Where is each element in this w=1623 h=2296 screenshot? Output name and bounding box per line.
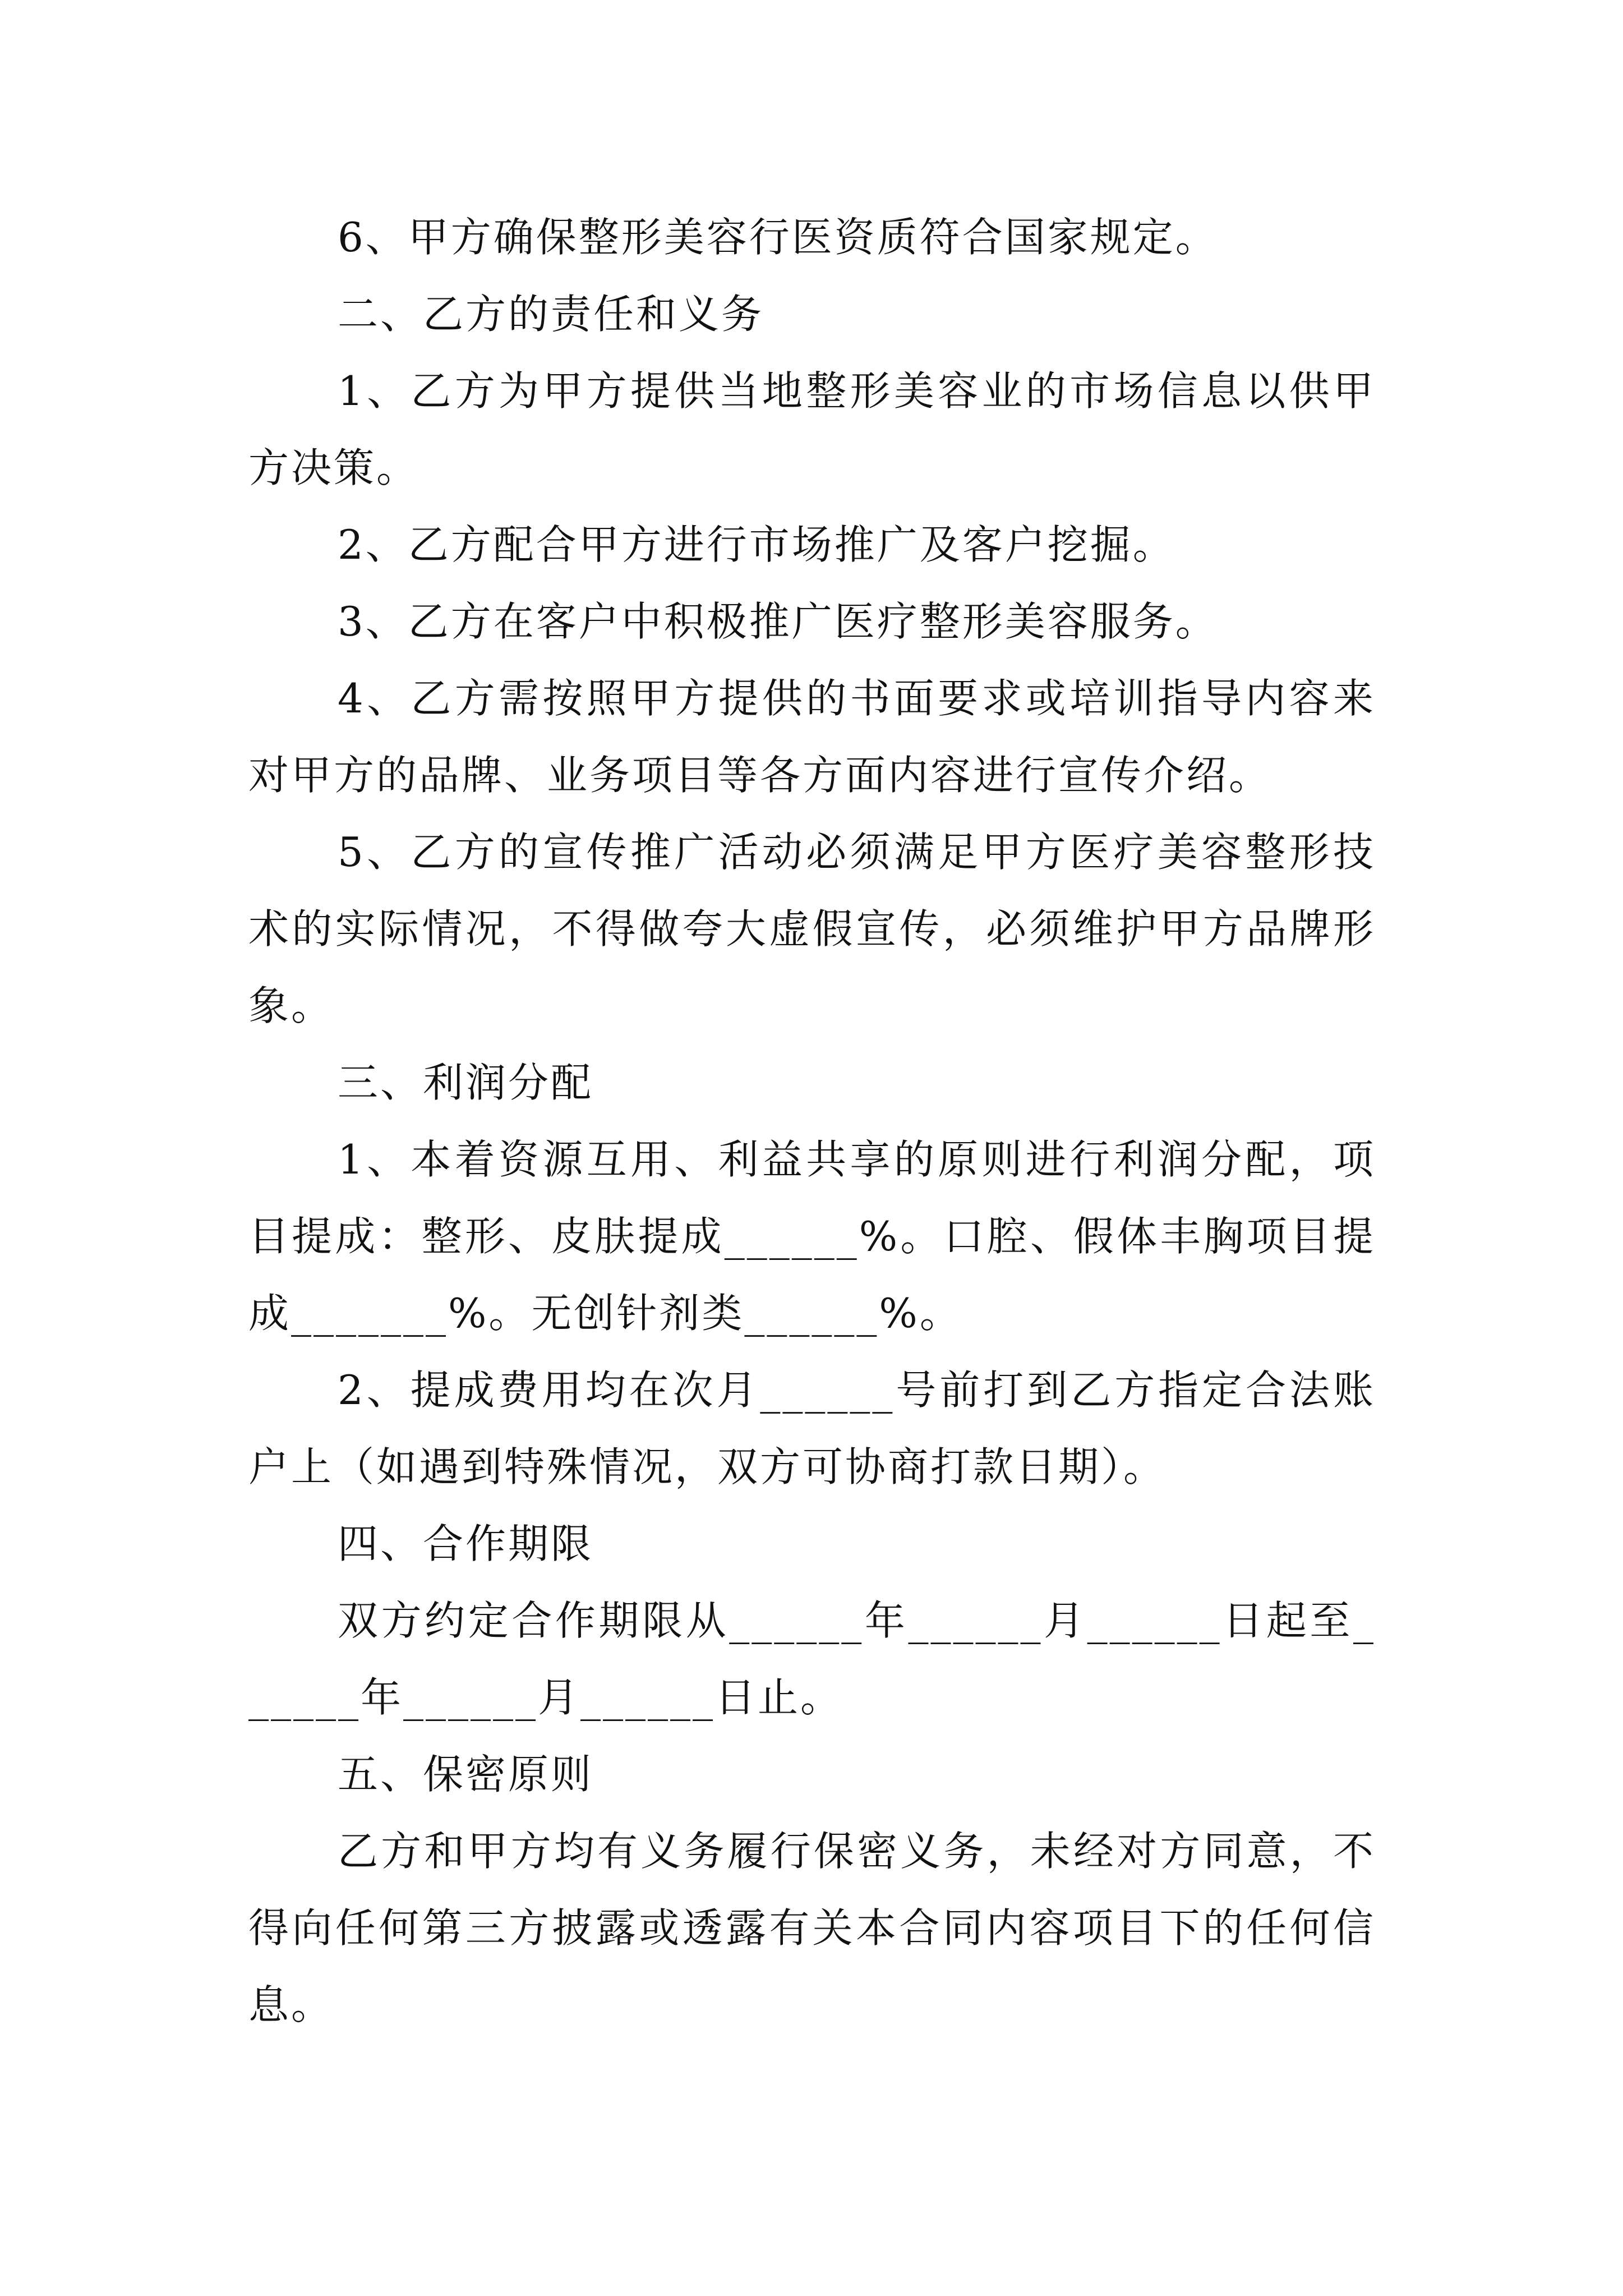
clause-c2: 2、提成费用均在次月______号前打到乙方指定合法账户上（如遇到特殊情况，双方可协商打款日期）。 <box>248 1366 1376 1490</box>
clause-b1: 1、乙方为甲方提供当地整形美容业的市场信息以供甲方决策。 <box>248 367 1376 491</box>
clause-b5: 5、乙方的宣传推广活动必须满足甲方医疗美容整形技术的实际情况，不得做夸大虚假宣传，必须维护甲方品牌形象。 <box>248 829 1376 1029</box>
clause-d1: 双方约定合作期限从______年______月______日起至______年______月______日止。 <box>248 1597 1376 1721</box>
document-body <box>248 199 1376 2044</box>
section-heading-4: 四、合作期限 <box>338 1520 594 1567</box>
section-heading-2: 二、乙方的责任和义务 <box>338 291 764 338</box>
clause-b4: 4、乙方需按照甲方提供的书面要求或培训指导内容来对甲方的品牌、业务项目等各方面内容进行宣传介绍。 <box>248 675 1376 799</box>
section-heading-3: 三、利润分配 <box>338 1059 594 1106</box>
clause-e1: 乙方和甲方均有义务履行保密义务，未经对方同意，不得向任何第三方披露或透露有关本合同内容项目下的任何信息。 <box>248 1828 1376 2028</box>
section-heading-5: 五、保密原则 <box>338 1751 594 1798</box>
clause-b2: 2、乙方配合甲方进行市场推广及客户挖掘。 <box>338 521 1175 568</box>
clause-c1: 1、本着资源互用、利益共享的原则进行利润分配，项目提成：整形、皮肤提成______%。口腔、假体丰胸项目提成_______%。无创针剂类______%。 <box>248 1136 1376 1337</box>
clause-a6: 6、甲方确保整形美容行医资质符合国家规定。 <box>338 214 1218 261</box>
clause-b3: 3、乙方在客户中积极推广医疗整形美容服务。 <box>338 598 1218 645</box>
